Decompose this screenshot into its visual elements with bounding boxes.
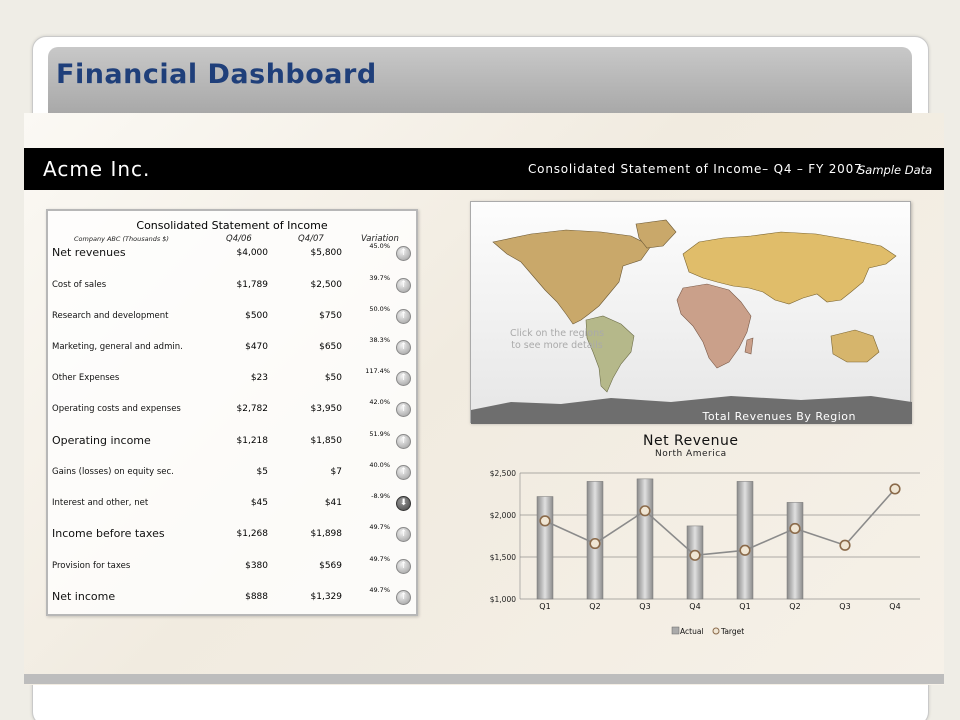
dashboard-footer-bar [24, 674, 944, 684]
row-q406-value: $500 [245, 311, 268, 321]
title-bar [48, 47, 912, 114]
table-row [48, 305, 416, 328]
table-row [48, 430, 416, 453]
target-point [690, 551, 700, 561]
x-tick-label: Q4 [889, 602, 901, 611]
header-bar [24, 148, 944, 190]
target-point [640, 506, 650, 516]
bar-actual [787, 502, 803, 599]
target-point [790, 524, 800, 534]
row-variation: 38.3% [369, 336, 390, 344]
arrow-up-icon[interactable]: ↑ [396, 465, 411, 480]
map-caption: Total Revenues By Region [702, 410, 856, 423]
chart-title: Net Revenue [643, 433, 739, 449]
row-variation: 49.7% [369, 523, 390, 531]
net-revenue-chart [470, 463, 920, 643]
row-q406-value: $4,000 [236, 248, 268, 258]
target-point [590, 539, 600, 549]
y-tick-label: $2,500 [489, 469, 516, 478]
income-statement-panel [46, 209, 418, 616]
table-row [48, 398, 416, 421]
arrow-down-icon[interactable]: ⬇ [396, 496, 411, 511]
world-map-panel [470, 201, 911, 423]
arrow-up-icon[interactable]: ↑ [396, 402, 411, 417]
row-q406-value: $380 [245, 561, 268, 571]
row-variation: -8.9% [371, 492, 390, 500]
map-region-africa[interactable] [677, 284, 751, 368]
row-label: Other Expenses [52, 373, 120, 383]
arrow-up-icon[interactable]: ↑ [396, 340, 411, 355]
row-q407-value: $569 [319, 561, 342, 571]
row-q406-value: $45 [250, 498, 268, 508]
row-variation: 51.9% [369, 430, 390, 438]
row-label: Operating income [52, 434, 151, 447]
row-q406-value: $1,268 [236, 529, 268, 539]
map-region-north-america[interactable] [493, 230, 651, 324]
row-q407-value: $650 [319, 342, 342, 352]
arrow-up-icon[interactable]: ↑ [396, 371, 411, 386]
table-row [48, 242, 416, 265]
company-note: Company ABC (Thousands $) [74, 235, 169, 243]
arrow-up-icon[interactable]: ↑ [396, 527, 411, 542]
row-q406-value: $470 [245, 342, 268, 352]
y-tick-label: $2,000 [489, 511, 516, 520]
row-variation: 40.0% [369, 461, 390, 469]
table-row [48, 492, 416, 515]
row-q407-value: $750 [319, 311, 342, 321]
arrow-up-icon[interactable]: ↑ [396, 590, 411, 605]
arrow-up-icon[interactable]: ↑ [396, 434, 411, 449]
row-variation: 42.0% [369, 398, 390, 406]
row-q406-value: $1,789 [236, 280, 268, 290]
row-label: Operating costs and expenses [52, 404, 181, 414]
col-head-q407: Q4/07 [298, 234, 324, 244]
x-tick-label: Q4 [689, 602, 701, 611]
arrow-up-icon[interactable]: ↑ [396, 278, 411, 293]
company-name: Acme Inc. [43, 157, 151, 181]
world-map [471, 202, 912, 424]
target-point [740, 545, 750, 555]
table-row [48, 523, 416, 546]
dashboard [24, 113, 944, 685]
legend-target-label: Target [721, 627, 745, 636]
chart-subtitle: North America [655, 449, 727, 459]
x-tick-label: Q1 [739, 602, 751, 611]
table-row [48, 461, 416, 484]
row-label: Interest and other, net [52, 498, 149, 508]
row-variation: 117.4% [365, 367, 390, 375]
row-label: Net revenues [52, 246, 126, 259]
legend-actual-label: Actual [680, 627, 704, 636]
col-head-q406: Q4/06 [226, 234, 252, 244]
sample-data-label: Sample Data [858, 163, 933, 177]
row-label: Net income [52, 590, 116, 603]
row-variation: 50.0% [369, 305, 390, 313]
legend-actual-swatch [672, 627, 679, 634]
row-label: Marketing, general and admin. [52, 342, 183, 352]
target-point [540, 516, 550, 526]
x-tick-label: Q1 [539, 602, 551, 611]
row-q407-value: $7 [330, 467, 342, 477]
table-row [48, 586, 416, 609]
row-q406-value: $888 [245, 592, 268, 602]
page-title: Financial Dashboard [56, 59, 377, 90]
legend-target-swatch [713, 628, 719, 634]
arrow-up-icon[interactable]: ↑ [396, 246, 411, 261]
table-row [48, 367, 416, 390]
row-variation: 49.7% [369, 586, 390, 594]
row-variation: 49.7% [369, 555, 390, 563]
y-tick-label: $1,000 [489, 595, 516, 604]
arrow-up-icon[interactable]: ↑ [396, 559, 411, 574]
row-q407-value: $41 [324, 498, 342, 508]
target-point [840, 540, 850, 550]
map-hint: Click on the regions to see more details [509, 328, 605, 351]
statement-title: Consolidated Statement of Income– Q4 – FY 2007 [528, 162, 863, 176]
bar-actual [637, 479, 653, 599]
row-variation: 39.7% [369, 274, 390, 282]
table-row [48, 555, 416, 578]
x-tick-label: Q3 [639, 602, 651, 611]
target-point [890, 484, 900, 494]
row-q407-value: $50 [324, 373, 342, 383]
table-row [48, 274, 416, 297]
row-variation: 45.0% [369, 242, 390, 250]
x-tick-label: Q2 [589, 602, 601, 611]
row-q407-value: $2,500 [310, 280, 342, 290]
table-row [48, 336, 416, 359]
row-q407-value: $1,898 [310, 529, 342, 539]
row-label: Provision for taxes [52, 561, 131, 571]
x-tick-label: Q2 [789, 602, 801, 611]
x-tick-label: Q3 [839, 602, 851, 611]
row-q407-value: $1,329 [310, 592, 342, 602]
map-region-australia[interactable] [831, 330, 879, 362]
arrow-up-icon[interactable]: ↑ [396, 309, 411, 324]
row-label: Gains (losses) on equity sec. [52, 467, 174, 477]
row-label: Income before taxes [52, 527, 165, 540]
income-panel-title: Consolidated Statement of Income [136, 219, 328, 232]
bar-actual [687, 526, 703, 599]
bar-actual [537, 497, 553, 599]
row-q406-value: $1,218 [236, 436, 268, 446]
row-label: Research and development [52, 311, 169, 321]
row-q406-value: $5 [256, 467, 268, 477]
row-q407-value: $3,950 [310, 404, 342, 414]
col-head-variation: Variation [361, 234, 399, 244]
row-q406-value: $23 [250, 373, 268, 383]
y-tick-label: $1,500 [489, 553, 516, 562]
row-label: Cost of sales [52, 280, 107, 290]
row-q406-value: $2,782 [236, 404, 268, 414]
map-region-madagascar[interactable] [745, 338, 753, 354]
bar-actual [737, 481, 753, 599]
row-q407-value: $1,850 [310, 436, 342, 446]
row-q407-value: $5,800 [310, 248, 342, 258]
